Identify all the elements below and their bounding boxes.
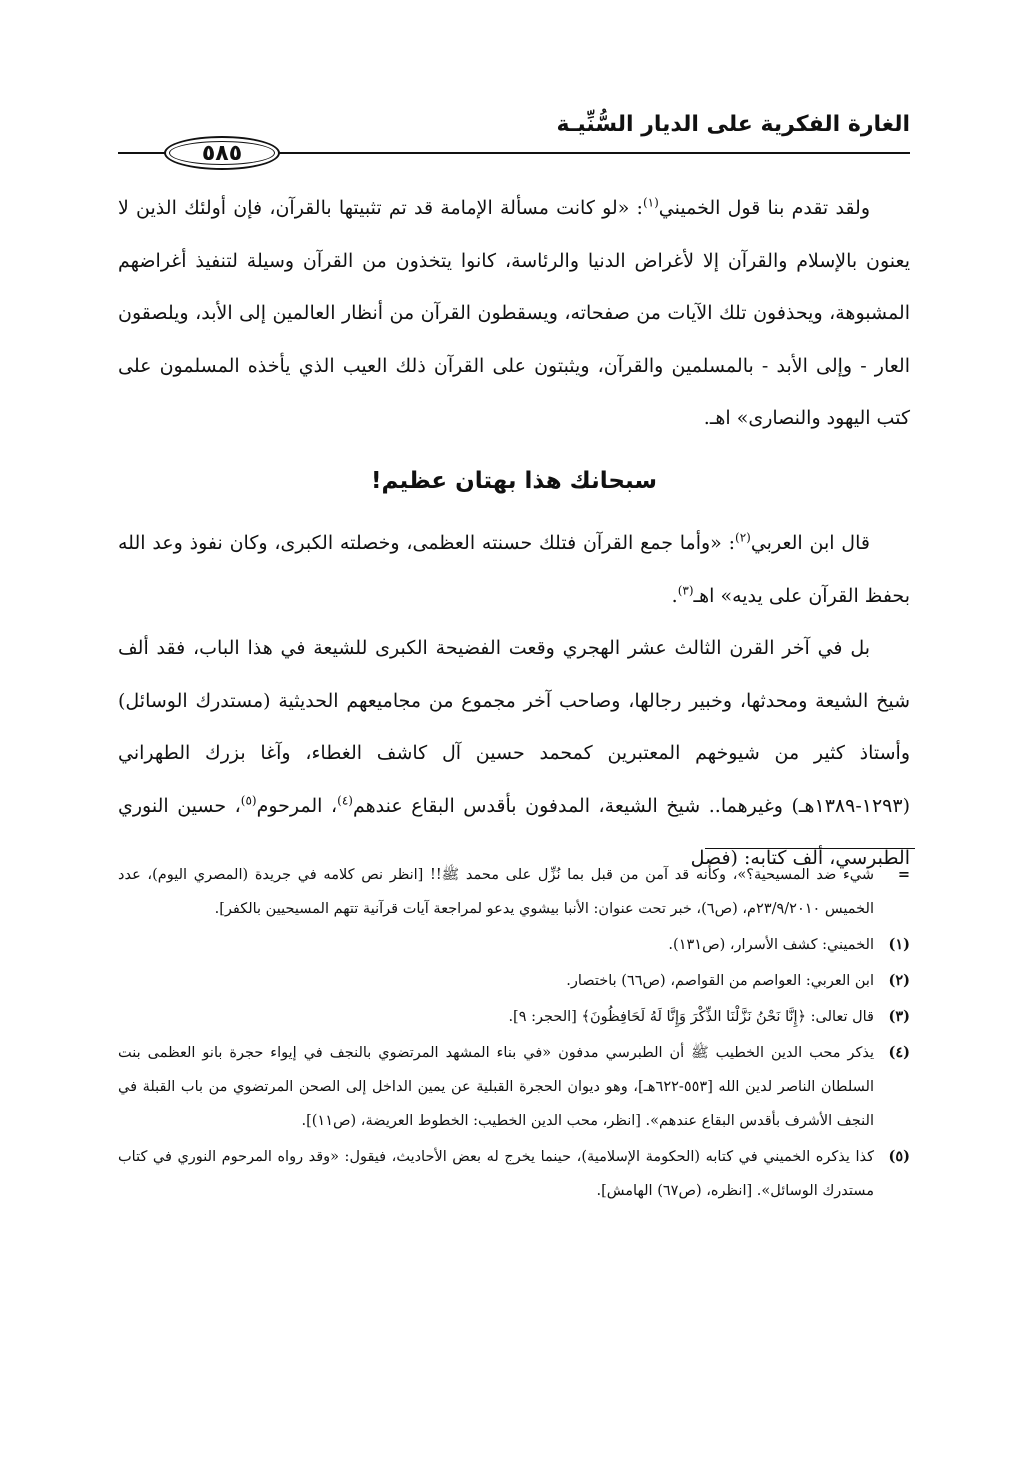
text-run: ، المرحوم xyxy=(256,794,338,817)
footnote-mark: (٤) xyxy=(888,1044,910,1061)
footnote-ref: (١) xyxy=(642,195,659,210)
text-run: ، حسين النوري الطبرسي، ألف كتابه: (فصل xyxy=(118,794,910,869)
footnote-ref: (٢) xyxy=(735,530,751,545)
text-run: . xyxy=(671,584,678,607)
text-run: بل في آخر القرن الثالث عشر الهجري وقعت الفضيحة الكبرى للشيعة في هذا الباب، فقد ألف شيخ الشيعة ومحدثها، وخبير رجالها، وصاحب آخر مجموع من مجاميعهم الحديثية (مستدرك الوسائل) وأستاذ كثير من شيوخهم المعتبرين كمحمد حسين آل كاشف الغطاء، وآغا بزرك الطهراني (١٢٩٣-١٣٨٩هـ) وغيرهما.. شيخ الشيعة، المدفون بأقدس البقاع عندهم xyxy=(118,637,910,817)
footnote-text: قال تعالى: ﴿إِنَّا نَحْنُ نَزَّلْنَا الذِّكْرَ وَإِنَّا لَهُ لَحَافِظُونَ﴾ [الحجر: ٩]. xyxy=(508,1009,874,1025)
footnote xyxy=(118,928,910,962)
footnote-ref: (٤) xyxy=(337,793,353,808)
footnote-text: شيء ضد المسيحية؟»، وكأنه قد آمن من قبل بما نُزِّل على محمد ﷺ!! [انظر نص كلامه في جريدة (المصري اليوم)، عدد الخميس ٢٣/٩/٢٠١٠م، (ص٦)، خبر تحت عنوان: الأنبا بيشوي يدعو لمراجعة آيات قرآنية تتهم المسيحيين بالكفر]. xyxy=(118,867,874,917)
footnote-text: يذكر محب الدين الخطيب ﷺ أن الطبرسي مدفون «في بناء المشهد المرتضوي بالنجف في إيواء حجرة بانو العظمى بنت السلطان الناصر لدين الله [٥٥٣-٦٢٢هـ]، وهو ديوان الحجرة القبلية عن يمين الداخل إلى الصحن المرتضوي من باب القبلة في النجف الأشرف بأقدس البقاع عندهم». [انظر، محب الدين الخطيب: الخطوط العريضة، (ص١١)]. xyxy=(118,1045,874,1129)
footnote-separator xyxy=(705,848,915,849)
footnote xyxy=(118,1036,910,1138)
footnote xyxy=(118,964,910,998)
main-text xyxy=(118,182,910,885)
footnote-ref: (٥) xyxy=(240,793,257,808)
text-run: : «وأما جمع القرآن فتلك حسنته العظمى، وخصلته الكبرى، وكان نفوذ وعد الله بحفظ القرآن على يديه» اهـ xyxy=(118,532,910,607)
paragraph xyxy=(118,182,910,445)
section-heading: سبحانك هذا بهتان عظيم! xyxy=(371,467,657,494)
footnote xyxy=(118,1140,910,1208)
paragraph xyxy=(118,517,910,622)
footnote-mark: (٢) xyxy=(888,972,910,989)
text-run: ولقد تقدم بنا قول الخميني xyxy=(658,197,870,219)
page-header xyxy=(118,108,910,166)
running-title: الغارة الفكرية على الديار السُّنِّيـة xyxy=(556,112,910,137)
page-number-badge: ٥٨٥ xyxy=(164,136,280,170)
footnote xyxy=(118,1000,910,1034)
text-run: : «لو كانت مسألة الإمامة قد تم تثبيتها بالقرآن، فإن أولئك الذين لا يعنون بالإسلام والقرآن إلا لأغراض الدنيا والرئاسة، كانوا يتخذون من القرآن وسيلة لتنفيذ أغراضهم المشبوهة، ويحذفون تلك الآيات من صفحاته، ويسقطون القرآن من أنظار العالمين إلى الأبد، ويلصقون العار - وإلى الأبد - بالمسلمين والقرآن، ويثبتون على القرآن ذلك العيب الذي يأخذه المسلمون على كتب اليهود والنصارى» اهـ. xyxy=(118,197,910,429)
footnote-mark: = xyxy=(897,866,910,883)
footnote-mark: (١) xyxy=(888,936,910,953)
footnotes xyxy=(118,858,910,1210)
footnote-text: كذا يذكره الخميني في كتابه (الحكومة الإسلامية)، حينما يخرج له بعض الأحاديث، فيقول: «وقد رواه المرحوم النوري في كتاب مستدرك الوسائل». [انظره، (ص٦٧) الهامش]. xyxy=(118,1149,874,1199)
footnote-text: ابن العربي: العواصم من القواصم، (ص٦٦) باختصار. xyxy=(566,973,874,989)
footnote-mark: (٣) xyxy=(888,1008,910,1025)
text-run: قال ابن العربي xyxy=(750,532,870,554)
footnote xyxy=(118,858,910,926)
footnote-ref: (٣) xyxy=(677,583,694,598)
paragraph xyxy=(118,622,910,885)
footnote-text: الخميني: كشف الأسرار، (ص١٣١). xyxy=(668,937,874,953)
footnote-mark: (٥) xyxy=(888,1148,910,1165)
